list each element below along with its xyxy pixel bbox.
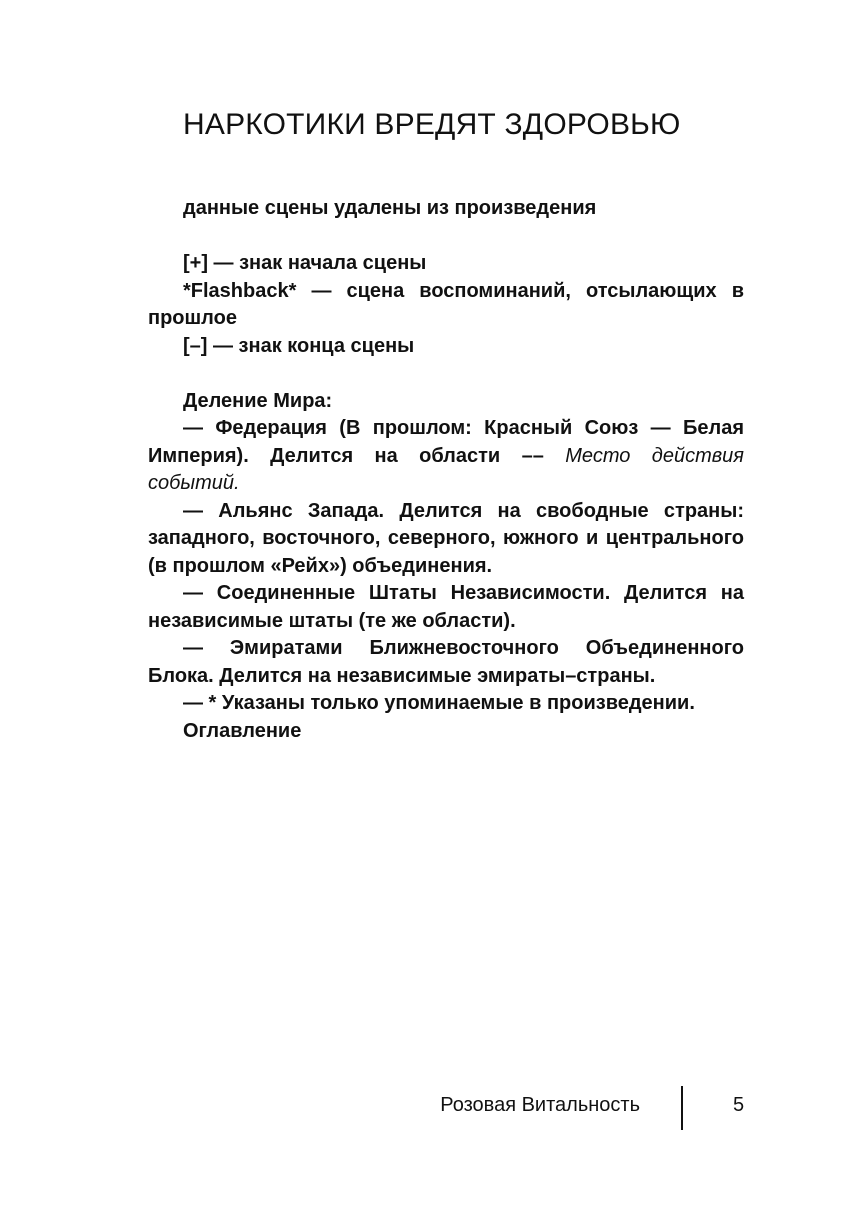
footer-book-title: Розовая Витальность	[440, 1094, 640, 1116]
page-content	[148, 195, 744, 745]
mentioned-only-note: — * Указаны только упоминаемые в произведении.	[183, 692, 695, 714]
scene-start-legend: [+] — знак начала сцены	[183, 252, 427, 274]
scene-end-legend: [–] — знак конца сцены	[183, 334, 415, 357]
alliance-paragraph: — Альянс Запада. Делится на свободные страны: западного, восточного, северного, южного и центрального (в прошлом «Рейх») объединения.	[148, 499, 744, 577]
world-division-heading: Деление Мира:	[183, 389, 333, 412]
federation-text: — Федерация (В прошлом: Красный Союз — Белая Империя). Делится на области ––	[148, 417, 744, 467]
usi-paragraph: — Соединенные Штаты Независимости. Делится на независимые штаты (те же области).	[148, 582, 744, 632]
footer-divider	[681, 1086, 683, 1130]
page-number: 5	[733, 1094, 745, 1116]
deleted-scenes-note: данные сцены удалены из произведения	[183, 197, 597, 219]
federation-italic-text: Место действия событий.	[148, 444, 744, 494]
flashback-legend: *Flashback* — сцена воспоминаний, отсылающих в прошлое	[148, 279, 744, 329]
page-title: НАРКОТИКИ ВРЕДЯТ ЗДОРОВЬЮ	[183, 108, 681, 141]
table-of-contents-link[interactable]: Оглавление	[183, 719, 302, 742]
emirates-paragraph: — Эмиратами Ближневосточного Объединенного Блока. Делится на независимые эмираты–страны.	[148, 637, 744, 687]
federation-paragraph	[148, 415, 744, 498]
